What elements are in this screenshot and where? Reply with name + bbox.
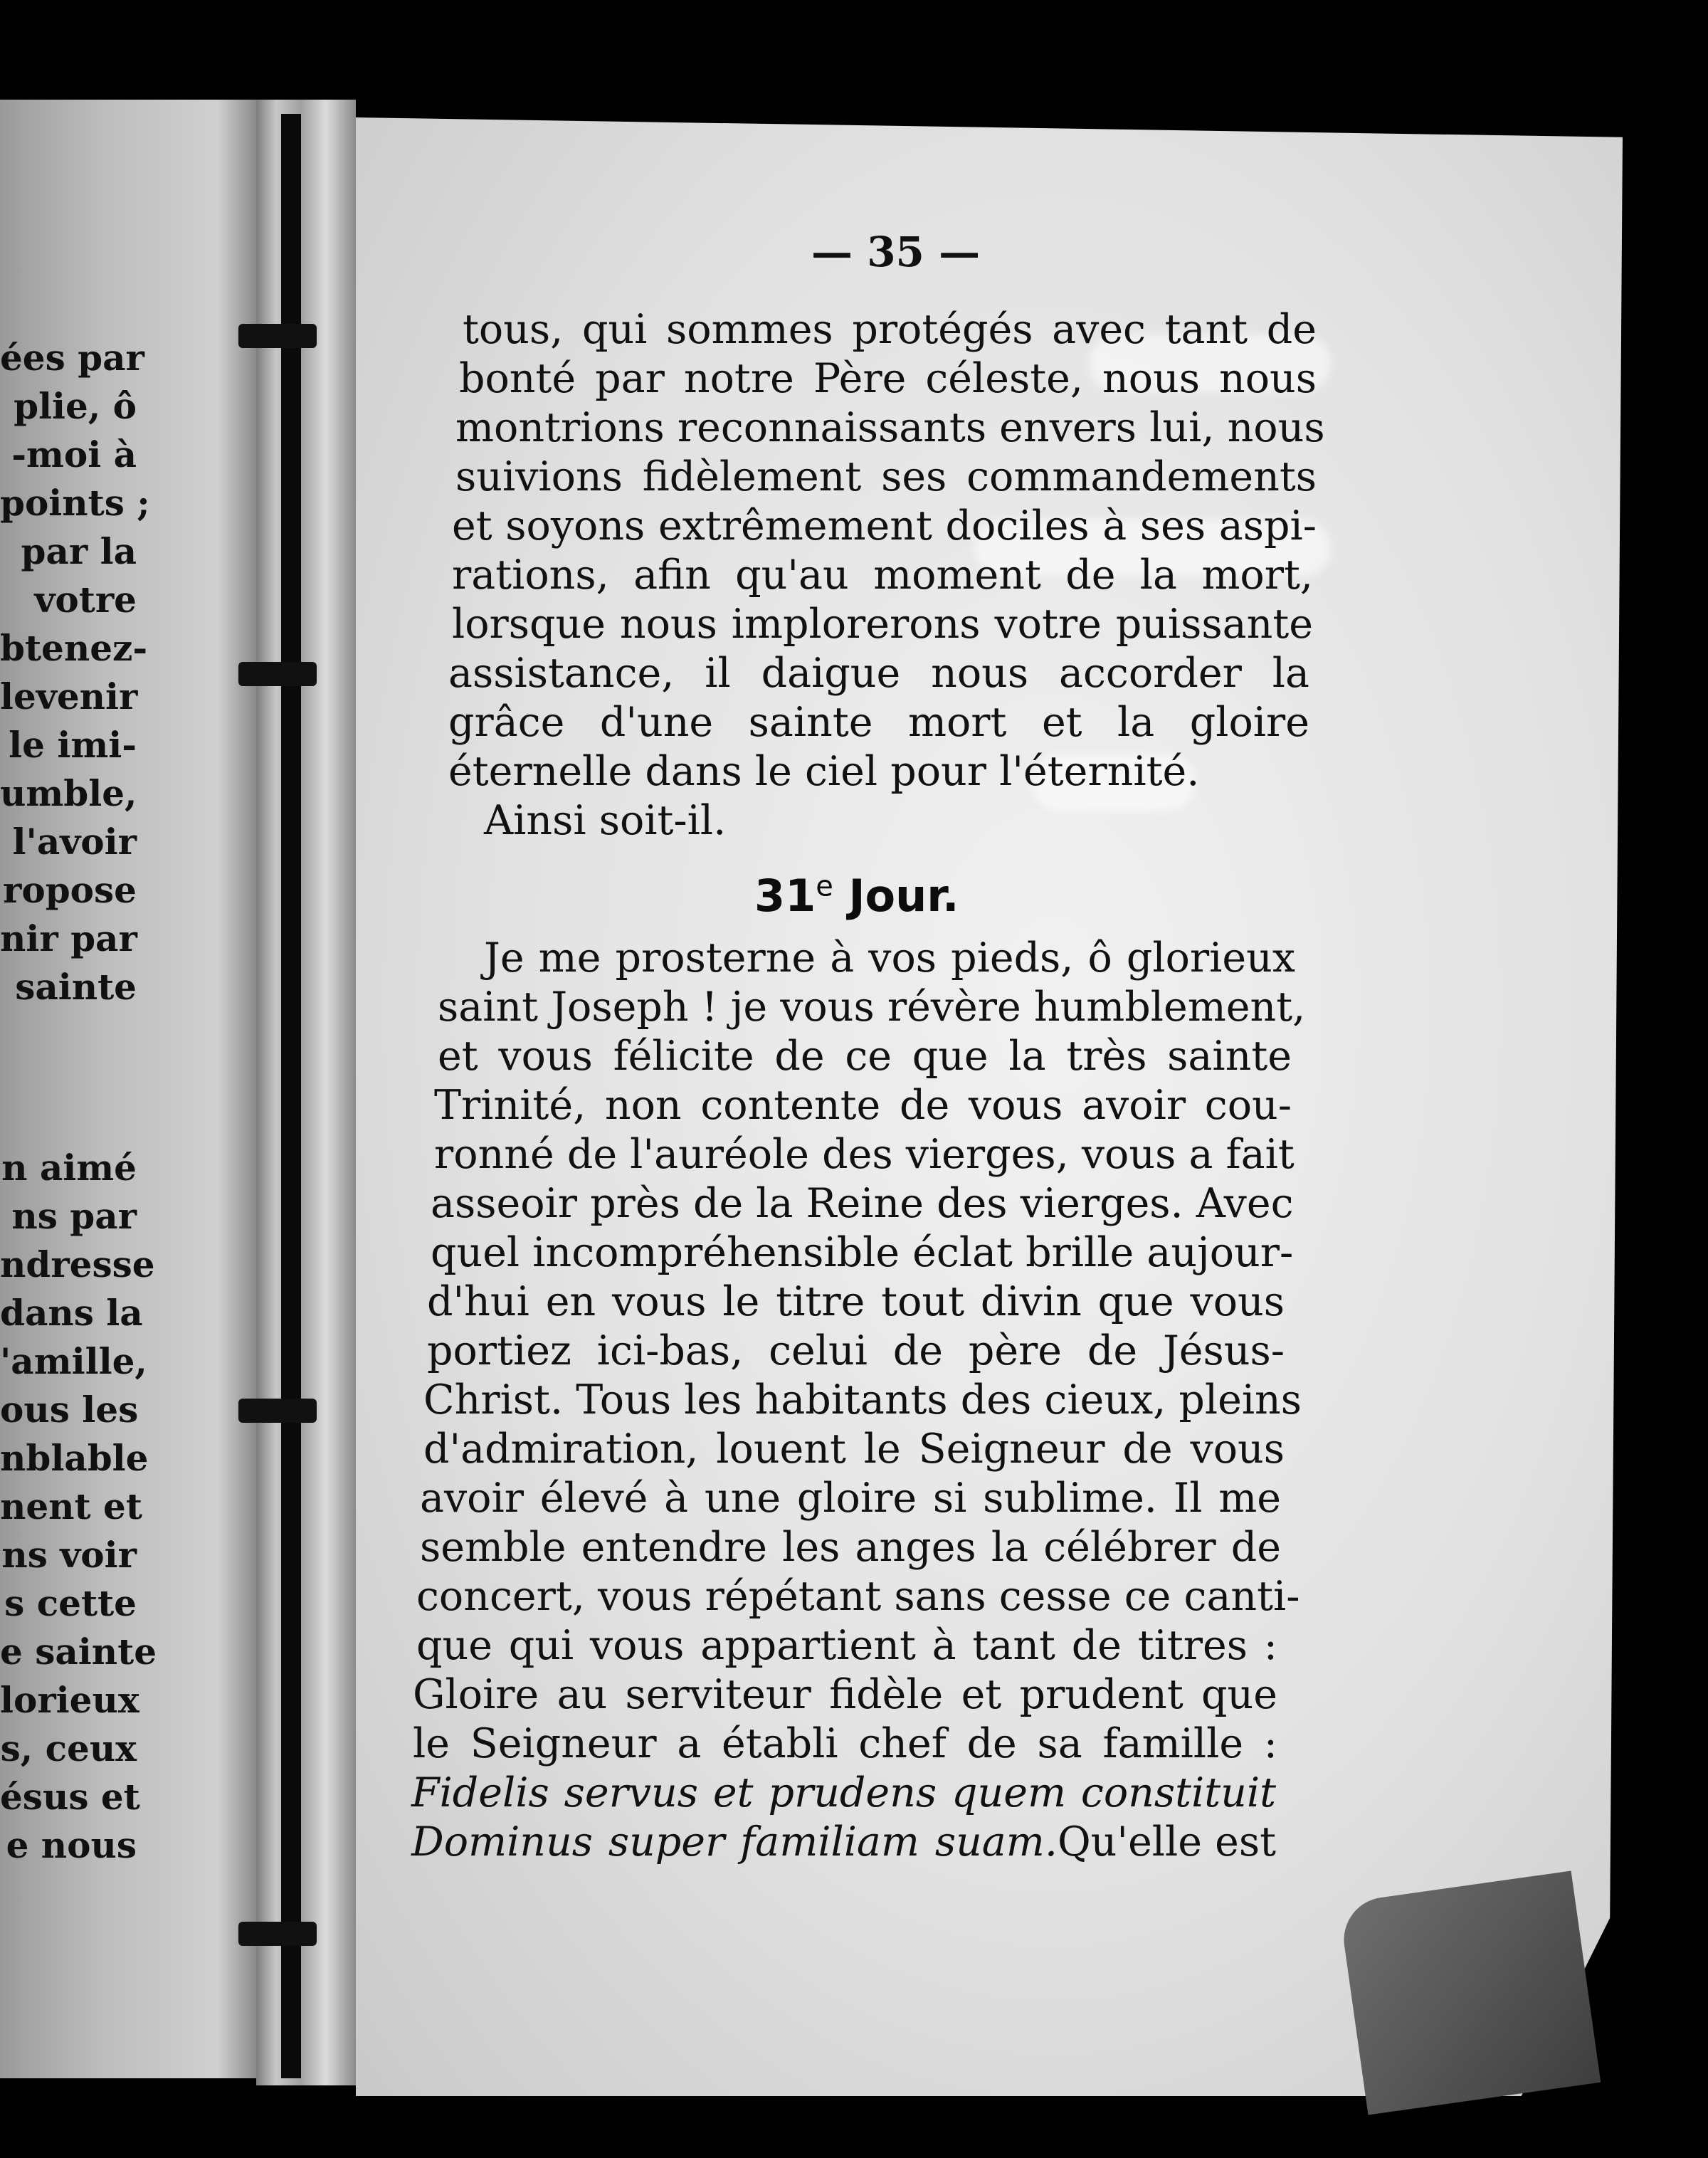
day-number: 31 [754,870,816,922]
text-line: bonté par notre Père céleste, nous nous [459,355,1317,402]
text-line: Christ. Tous les habitants des cieux, pleins [423,1377,1302,1423]
left-line: ées par [0,337,144,379]
left-line: s, ceux [0,1727,137,1769]
binding-stitch [238,324,317,348]
text-line: que qui vous appartient à tant de titres : [416,1622,1277,1669]
left-line: ésus et [0,1776,140,1818]
left-line: 'amille, [0,1340,147,1382]
text-line: rations, afin qu'au moment de la mort, [452,552,1313,599]
closing-line: Ainsi soit-il. [484,797,727,844]
left-line: dans la [0,1292,143,1334]
left-line: ns par [11,1195,137,1237]
left-line: l'avoir [12,821,137,863]
text-line: éternelle dans le ciel pour l'éternité. [448,748,1200,795]
left-line: points ; [0,482,150,524]
text-line: portiez ici-bas, celui de père de Jésus- [427,1327,1285,1374]
left-line: lorieux [0,1679,139,1721]
binding-stitch [238,662,317,686]
text-line: concert, vous répétant sans cesse ce canti- [416,1573,1300,1620]
text-line: semble entendre les anges la célébrer de [420,1524,1281,1571]
latin-line: Fidelis servus et prudens quem constituit [411,1769,1276,1816]
left-line: sainte [15,966,137,1008]
left-line: n aimé [1,1147,137,1189]
text-line: suivions fidèlement ses commandements [455,453,1317,500]
text-line: quel incompréhensible éclat brille aujour- [431,1229,1294,1276]
text-line [411,1818,1276,1865]
text-line: assistance, il daigue nous accorder la [448,650,1309,697]
left-line: par la [21,530,137,572]
left-line: e sainte [0,1631,157,1673]
left-line: btenez- [0,627,148,669]
left-line: s cette [4,1582,137,1624]
left-line: plie, ô [14,385,137,427]
text-line: d'hui en vous le titre tout divin que vous [427,1278,1285,1325]
day-word: Jour. [848,870,959,922]
text-line: grâce d'une sainte mort et la gloire [448,699,1309,746]
left-line: nir par [0,917,137,959]
left-line: ns voir [1,1534,137,1576]
binding-thread [281,114,301,2078]
left-line: le imi- [9,724,137,766]
text-line: ronné de l'auréole des vierges, vous a fait [434,1131,1295,1178]
left-line: ropose [3,869,137,911]
text-line: avoir élevé à une gloire si sublime. Il me [420,1475,1281,1522]
left-line: e nous [6,1824,137,1866]
text-line: Je me prosterne à vos pieds, ô glorieux [484,935,1295,981]
left-line: ndresse [0,1243,155,1285]
binding-stitch [238,1399,317,1423]
day-heading [754,870,959,922]
text-line: asseoir près de la Reine des vierges. Avec [431,1180,1294,1227]
left-line: -moi à [11,433,137,475]
left-line: ous les [0,1389,139,1431]
text-line: et vous félicite de ce que la très sainte [438,1033,1292,1080]
text-line: d'admiration, louent le Seigneur de vous [423,1426,1285,1473]
text-line: montrions reconnaissants envers lui, nous [455,404,1325,451]
text-line: tous, qui sommes protégés avec tant de [463,306,1317,353]
left-line: levenir [0,675,138,717]
day-number-suffix: e [816,870,833,903]
text-line: Trinité, non contente de vous avoir cou- [434,1082,1292,1129]
text-line: lorsque nous implorerons votre puissante [452,601,1313,648]
book-spine [256,100,356,2085]
left-line: nblable [0,1437,149,1479]
latin-line: Dominus super familiam suam. [411,1818,1058,1865]
page-corner-fold [1339,1870,1601,2115]
text-line: Gloire au serviteur fidèle et prudent que [413,1671,1277,1718]
text-line: le Seigneur a établi chef de sa famille : [413,1720,1277,1767]
binding-stitch [238,1922,317,1946]
left-line: umble, [0,772,137,814]
last-words: Qu'elle est [1057,1818,1276,1865]
page-number: — 35 — [811,228,981,276]
left-line: votre [34,579,137,621]
text-line: et soyons extrêmement dociles à ses aspi- [452,502,1317,549]
left-line: nent et [0,1485,142,1527]
text-line: saint Joseph ! je vous révère humblement, [438,984,1306,1031]
